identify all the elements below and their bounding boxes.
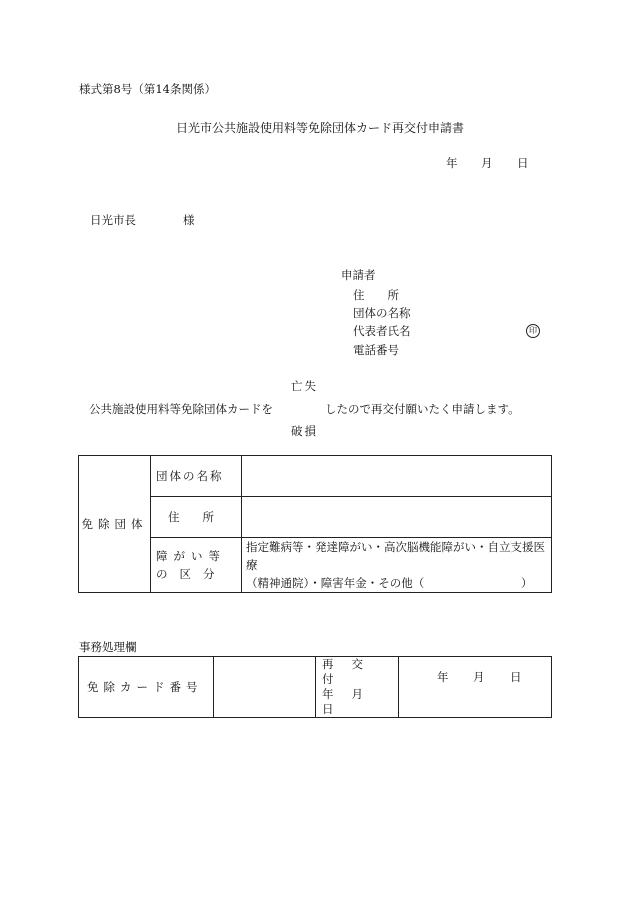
date-year: 年 [446,156,458,170]
reissue-label-line1: 再交付 [322,657,381,686]
reissue-label-cell [316,657,399,718]
addressee-name: 日光市長 [90,213,136,227]
reissue-day: 日 [510,670,522,684]
exempt-table [78,455,552,593]
office-heading: 事務処理欄 [79,640,137,654]
disability-label-line1: 障がい等 [156,549,226,563]
page-title: 日光市公共施設使用料等免除団体カード再交付申請書 [176,121,465,135]
disability-value-cell[interactable] [242,538,552,593]
applicant-phone-label: 電話番号 [353,343,399,357]
disability-label-line2: の区分 [156,567,227,581]
seal-label: 印 [526,324,540,338]
office-table [78,656,552,718]
org-name-label-cell [151,456,242,497]
address-label-cell [151,497,242,538]
date-day: 日 [517,156,529,170]
card-number-label: 免除カード番号 [87,680,203,694]
applicant-heading: 申請者 [341,268,376,282]
reissue-date-cell[interactable] [399,657,552,718]
statement-prefix: 公共施設使用料等免除団体カードを [89,402,273,416]
exempt-group-label: 免除団体 [79,456,151,593]
date-month: 月 [481,156,493,170]
address-value[interactable] [242,497,552,538]
card-number-label-cell [79,657,214,718]
card-number-value[interactable] [214,657,316,718]
org-name-value[interactable] [242,456,552,497]
applicant-representative-label: 代表者氏名 [353,324,411,338]
applicant-org-name-label: 団体の名称 [353,306,411,320]
applicant-address-label: 住 所 [353,288,399,302]
disability-options-line2: （精神通院）・障害年金・その他（ [246,576,425,590]
option-damaged: 破損 [291,424,318,438]
option-lost: 亡失 [291,379,318,393]
statement-suffix: したので再交付願いたく申請します。 [325,402,520,416]
disability-label-cell [151,538,242,593]
reissue-month: 月 [473,670,485,684]
address-label: 住 所 [168,510,214,524]
disability-options-line1: 指定難病等・発達障がい・高次脳機能障がい・自立支援医療 [246,540,545,572]
reissue-year: 年 [437,670,449,684]
org-name-label: 団体の名称 [156,469,224,483]
disability-other-close: ） [521,576,533,590]
reissue-label-line2: 年月日 [322,687,381,716]
addressee-honorific: 様 [183,213,195,227]
form-number: 様式第8号（第14条関係） [79,82,216,96]
seal-mark [526,322,540,338]
